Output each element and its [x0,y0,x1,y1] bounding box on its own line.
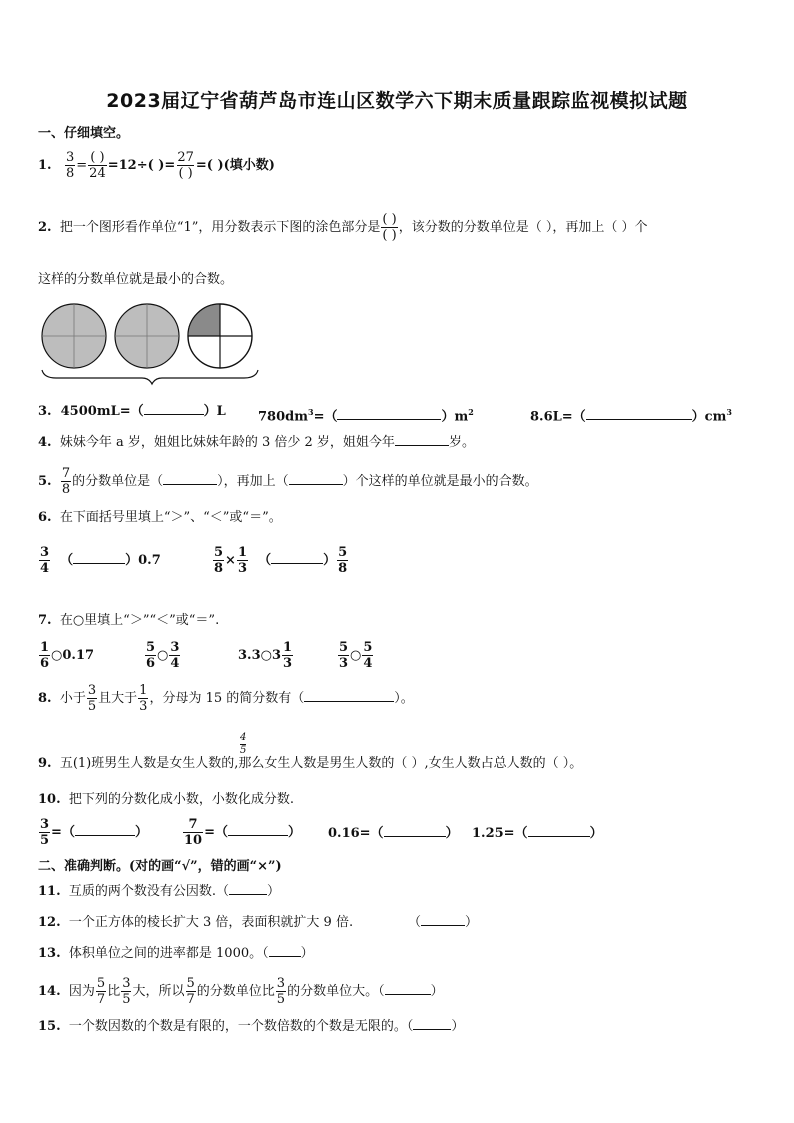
answer-blank[interactable] [75,823,135,836]
question-number: 3. [38,404,52,419]
denominator: 5 [122,992,131,1007]
fraction [121,976,131,1007]
denominator: 3 [283,656,293,671]
numerator: 5 [214,545,224,560]
fraction [282,640,293,671]
numerator: ( ) [382,212,397,227]
question-12 [38,913,353,933]
question-7-expr-4 [337,640,374,671]
question-text: 因为 [68,984,95,999]
denominator: 5 [87,699,97,714]
numerator: 1 [237,545,247,560]
question-text: ） [451,1019,465,1034]
question-7 [38,611,219,631]
fraction [337,545,348,576]
fraction [96,976,106,1007]
denominator: 4 [363,656,373,671]
fraction [338,640,349,671]
question-number: 10. [38,792,61,807]
question-10 [38,790,294,810]
question-text: 五(1)班男生人数是女生人数的 [59,756,235,771]
answer-blank[interactable] [395,433,449,446]
circle-2 [115,304,179,368]
fraction [237,545,248,576]
question-number: 12. [38,915,61,930]
question-text: ）个这样的单位就是最小的合数。 [342,474,538,489]
question-text: 一个正方体的棱长扩大 3 倍，表面积就扩大 9 倍. [68,915,354,930]
answer-blank[interactable] [144,402,204,415]
question-9-fraction [240,732,246,757]
denominator: 6 [146,656,156,671]
expression-text: ○0.17 [51,648,95,663]
expression-text: 8.6L=（ [530,409,586,425]
numerator: 5 [96,976,106,991]
question-2 [38,212,647,243]
expression-text: （ [60,553,74,568]
numerator: 5 [338,545,348,560]
fraction [88,150,107,181]
answer-blank[interactable] [289,472,343,485]
question-number: 6. [38,510,52,525]
question-14 [38,976,444,1007]
question-text: ，分母为 15 的简分数有（ [149,691,305,706]
denominator: 5 [240,745,247,756]
denominator: 8 [65,166,75,181]
denominator: 7 [186,992,195,1007]
question-11 [38,882,280,902]
numerator: 5 [186,976,195,991]
denominator: 4 [170,656,180,671]
question-13 [38,944,314,964]
expression-text: ）0.7 [125,553,161,568]
question-9 [38,754,582,774]
question-text: 比 [107,984,121,999]
question-6 [38,508,282,528]
numerator: 7 [61,466,71,481]
numerator: 5 [339,640,349,655]
answer-blank[interactable] [228,823,288,836]
question-text: 的分数单位比 [196,984,275,999]
expression-text: 780dm [258,409,308,425]
question-text: 岁。 [448,435,475,450]
question-text: ）。 [394,691,414,706]
expression-text: ） [134,825,148,840]
question-text: 且大于 [98,691,138,706]
fraction [39,545,50,576]
question-number: 2. [38,220,52,235]
question-text: ） [267,884,281,899]
question-text: ） [300,946,314,961]
fraction [145,640,156,671]
question-text: 的分数单位是（ [72,474,164,489]
question-text: 互质的两个数没有公因数.（ [68,884,230,899]
fraction [61,466,71,497]
superscript: 3 [307,407,314,417]
question-7-expr-1 [38,640,94,671]
expression-text: ） [323,553,337,568]
fraction [65,150,75,181]
expression-text: 1.25=（ [472,826,528,841]
numerator: 3 [170,640,180,655]
denominator: 8 [61,482,71,497]
expression-text: ）cm [691,409,727,425]
fraction [176,150,195,181]
question-3-part-c [530,402,732,427]
question-4 [38,433,475,453]
numerator: 3 [122,976,131,991]
answer-blank[interactable] [421,913,465,926]
expression-text: ） [288,825,302,840]
question-text: ），再加上（ [217,474,289,489]
answer-blank[interactable] [304,689,394,702]
section-2-heading: 二、准确判断。(对的画“√”，错的画“×”) [38,859,282,874]
denominator: 5 [276,992,286,1007]
question-text: 大，所以 [132,984,185,999]
fraction [186,976,196,1007]
answer-blank[interactable] [385,982,431,995]
circle-1 [42,304,106,368]
numerator: 3 [65,150,75,165]
fraction [39,640,50,671]
denominator: 3 [139,699,148,714]
question-number: 14. [38,984,61,999]
denominator: 8 [338,561,348,576]
fraction [87,683,97,714]
question-number: 5. [38,474,52,489]
expression-text: =（ [51,825,75,840]
numerator: ( ) [90,150,105,165]
question-text: ） [430,984,444,999]
question-1 [38,150,275,181]
question-7-expr-3 [238,640,294,671]
numerator: 5 [363,640,373,655]
fraction [183,817,203,848]
expression-text: ） [589,826,603,841]
numerator: 3 [40,545,50,560]
question-number: 7. [38,613,52,628]
denominator: ( ) [178,166,193,181]
fraction [381,212,397,243]
expression-text: =（ [204,825,228,840]
answer-blank[interactable] [163,472,217,485]
fraction [276,976,286,1007]
question-5 [38,466,538,497]
denominator: 10 [184,833,203,848]
question-number: 8. [38,691,52,706]
question-10-expr-4 [472,824,603,844]
page-title: 2023届辽宁省葫芦岛市连山区数学六下期末质量跟踪监视模拟试题 [106,90,688,112]
equals: = [76,158,88,173]
question-number: 9. [38,756,52,771]
question-3-part-a [38,402,226,422]
numerator: 3 [276,976,286,991]
question-text: 把下列的分数化成小数，小数化成分数. [68,792,295,807]
numerator: 1 [40,640,50,655]
question-text: 小于 [59,691,86,706]
expression-text: =12÷( )= [107,158,176,173]
answer-blank[interactable] [269,944,301,957]
question-15 [38,1017,464,1037]
question-10-expr-2 [182,817,301,848]
question-3-part-b [258,402,474,427]
denominator: ( ) [382,228,397,243]
paren-open: （ [408,915,422,930]
question-6-expr-2 [212,545,349,576]
circles-figure [36,300,261,385]
fraction [138,683,148,714]
superscript: 3 [726,407,732,417]
superscript: 2 [468,407,474,417]
question-text: 的分数单位大。（ [287,984,385,999]
section-1-heading: 一、仔细填空。 [38,126,130,141]
expression-text: 4500mL=（ [60,404,144,419]
denominator: 3 [339,656,349,671]
question-number: 15. [38,1019,61,1034]
question-text: ,那么女生人数是男生人数的（ ）,女生人数占总人数的（ ）。 [234,756,583,771]
numerator: 7 [188,817,198,832]
question-12-answer [408,913,478,933]
question-text: ，该分数的分数单位是（ ），再加上（ ）个 [398,220,648,235]
fraction [213,545,224,576]
expression-text: =（ [313,409,338,425]
answer-blank[interactable] [73,551,125,564]
times-sign: × [225,553,236,568]
question-10-expr-1 [38,817,148,848]
denominator: 4 [40,561,50,576]
numerator: 4 [240,732,247,743]
answer-blank[interactable] [586,407,692,420]
numerator: 5 [146,640,156,655]
denominator: 24 [89,166,106,181]
compare-circle[interactable]: ○ [350,648,362,663]
question-10-expr-3 [328,824,459,844]
circle-3 [188,304,252,368]
denominator: 3 [237,561,247,576]
question-text: 体积单位之间的进率都是 1000。（ [68,946,269,961]
question-text: 妹妹今年 a 岁，姐姐比妹妹年龄的 3 倍少 2 岁，姐姐今年 [59,435,395,450]
numerator: 27 [177,150,194,165]
question-number: 1. [38,158,52,173]
answer-blank[interactable] [528,824,590,837]
answer-blank[interactable] [271,551,323,564]
fraction [169,640,180,671]
question-8 [38,683,414,714]
numerator: 3 [87,683,97,698]
answer-blank[interactable] [413,1017,451,1030]
question-number: 4. [38,435,52,450]
expression-tail: =( )(填小数) [195,158,275,173]
fraction [39,817,50,848]
question-text: 在○里填上“＞”“＜”或“＝”. [59,613,220,628]
expression-text: ）L [203,404,226,419]
answer-blank[interactable] [337,407,441,420]
question-number: 11. [38,884,61,899]
compare-circle[interactable]: ○ [157,648,169,663]
expression-text: 0.16=（ [328,826,384,841]
answer-blank[interactable] [384,824,446,837]
denominator: 8 [214,561,224,576]
fraction [362,640,373,671]
paren-close: ） [465,915,479,930]
answer-blank[interactable] [229,882,267,895]
question-7-expr-2 [144,640,181,671]
question-2-line-2: 这样的分数单位就是最小的合数。 [38,272,234,287]
numerator: 3 [40,817,50,832]
question-6-expr-1 [38,545,161,576]
expression-text: ）m [441,409,469,425]
question-text: 一个数因数的个数是有限的，一个数倍数的个数是无限的。（ [68,1019,414,1034]
denominator: 7 [96,992,106,1007]
numerator: 1 [139,683,148,698]
denominator: 6 [40,656,50,671]
question-number: 13. [38,946,61,961]
brace [42,370,258,384]
question-text: 把一个图形看作单位“1”，用分数表示下图的涂色部分是 [59,220,381,235]
expression-text: ） [445,826,459,841]
expression-text: （ [258,553,272,568]
numerator: 1 [283,640,293,655]
question-text: 在下面括号里填上“＞”、“＜”或“＝”。 [59,510,282,525]
expression-text: 3.3○3 [238,648,282,663]
denominator: 5 [40,833,50,848]
